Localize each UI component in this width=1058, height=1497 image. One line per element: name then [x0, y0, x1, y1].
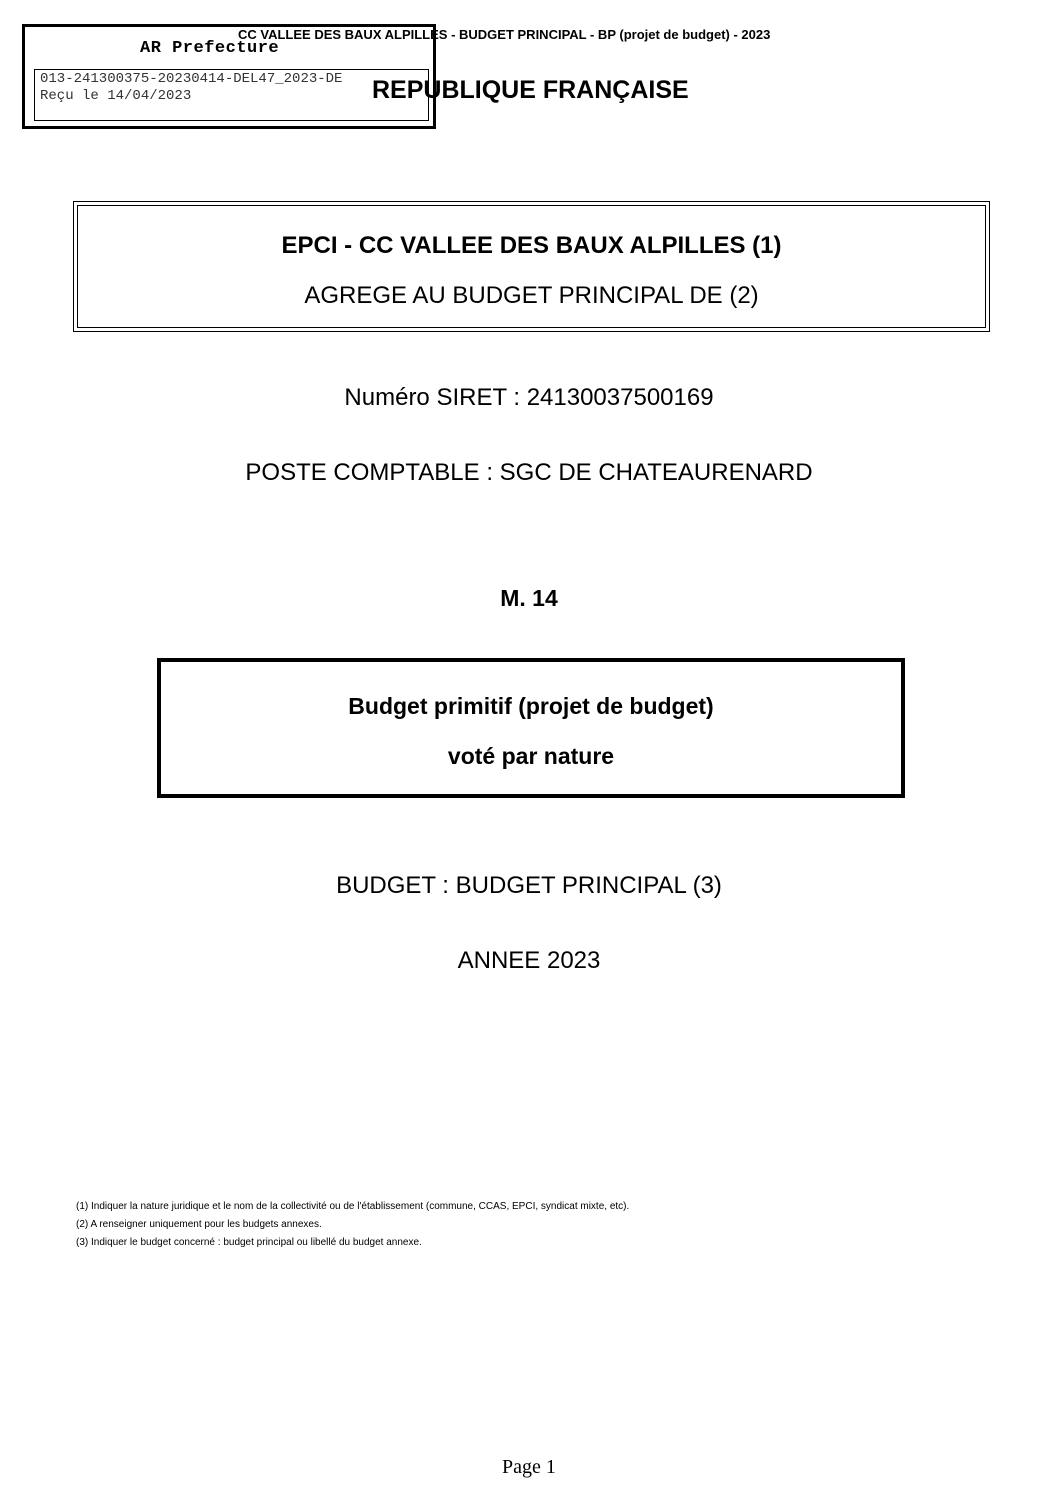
running-header: CC VALLEE DES BAUX ALPILLES - BUDGET PRINCIPAL - BP (projet de budget) - 2023 [238, 27, 771, 42]
footnote: (2) A renseigner uniquement pour les budgets annexes. [76, 1219, 322, 1230]
footnotes [76, 1198, 629, 1252]
entity-subtitle: AGREGE AU BUDGET PRINCIPAL DE (2) [304, 282, 759, 309]
entity-box [73, 201, 990, 332]
stamp-details [34, 69, 429, 121]
page-number: Page 1 [502, 1456, 556, 1478]
stamp-received-date: Reçu le 14/04/2023 [40, 88, 192, 104]
budget-name: BUDGET : BUDGET PRINCIPAL (3) [336, 872, 722, 899]
budget-type: Budget primitif (projet de budget) [348, 693, 714, 719]
budget-vote-mode: voté par nature [447, 743, 615, 769]
footnote: (3) Indiquer le budget concerné : budget principal ou libellé du budget annexe. [76, 1237, 422, 1248]
stamp-title: AR Prefecture [140, 39, 280, 58]
budget-type-box [157, 658, 905, 798]
budget-year: ANNEE 2023 [457, 947, 601, 974]
footnote: (1) Indiquer la nature juridique et le nom de la collectivité ou de l'établissement (commune, CCAS, EPCI, syndicat mixte, etc). [76, 1201, 630, 1212]
entity-title: EPCI - CC VALLEE DES BAUX ALPILLES (1) [281, 232, 782, 259]
republic-heading: REPUBLIQUE FRANÇAISE [372, 76, 689, 104]
poste-comptable: POSTE COMPTABLE : SGC DE CHATEAURENARD [245, 459, 813, 486]
siret-number: Numéro SIRET : 24130037500169 [344, 384, 714, 411]
nomenclature: M. 14 [500, 585, 558, 611]
stamp-reference: 013-241300375-20230414-DEL47_2023-DE [40, 71, 343, 87]
